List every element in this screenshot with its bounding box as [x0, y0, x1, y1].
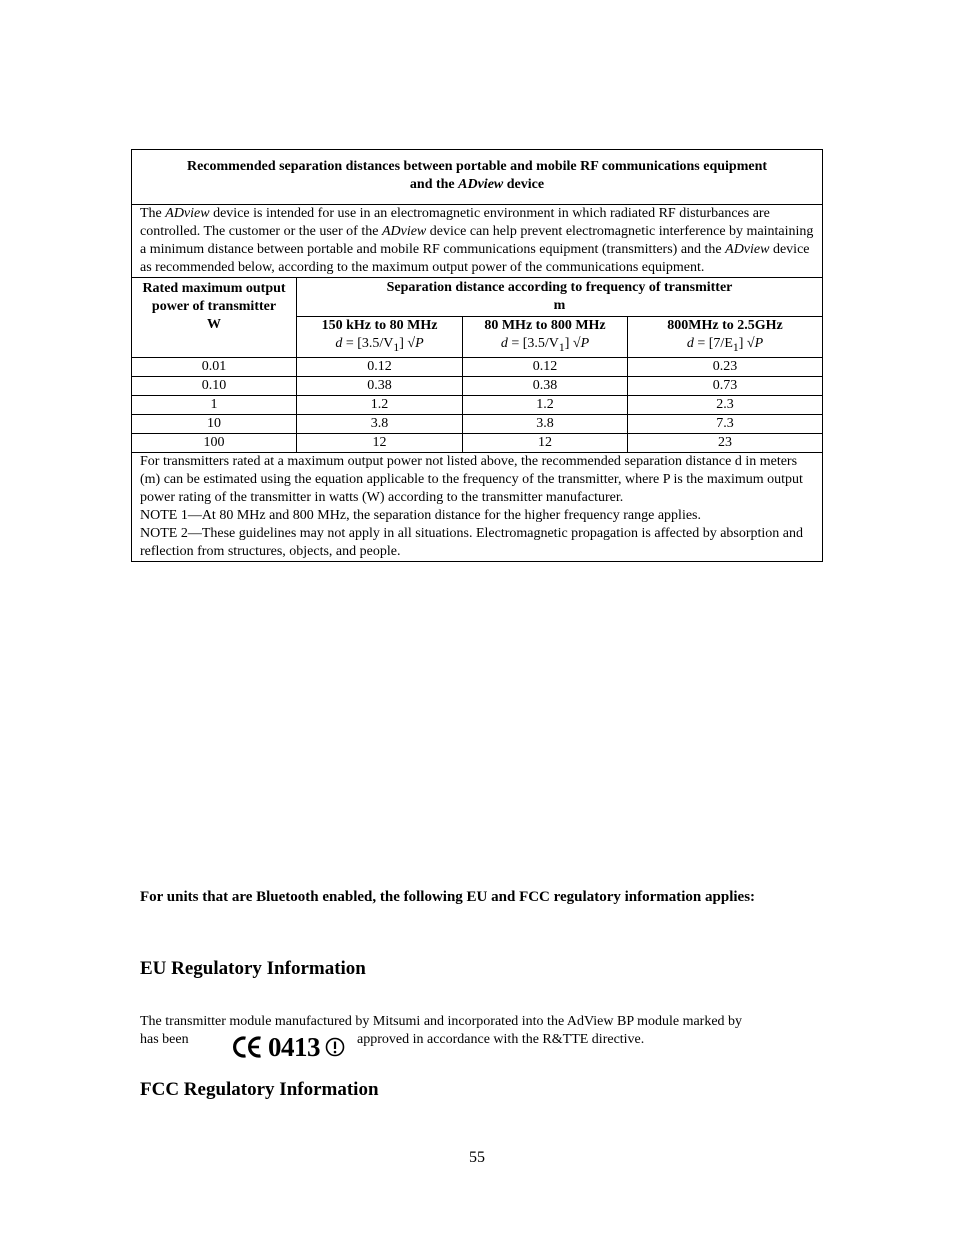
eu-text-post: approved in accordance with the R&TTE directive. [357, 1032, 645, 1047]
fcc-heading: FCC Regulatory Information [140, 1079, 379, 1100]
ce-mark [233, 1032, 346, 1062]
bluetooth-note: For units that are Bluetooth enabled, the following EU and FCC regulatory information applies: [140, 889, 756, 905]
column-header-800mhz: 800MHz to 2.5GHz $d = [7/E_1]$ √P [628, 317, 823, 358]
table-footer-notes: For transmitters rated at a maximum output power not listed above, the recommended separation distance d in meters (m) can be estimated using the equation applicable to the frequency of the transmitter, where P is the maximum output power rating of the transmitter in watts (W) according to the transmitter manufacturer. NOTE 1—At 80 MHz and 800 MHz, the separation distance for the higher frequency range applies. NOTE 2—These guidelines may not apply in all situations. Electromagnetic propagation is affected by absorption and reflection from structures, objects, and people. [132, 452, 823, 561]
separation-distance-table [131, 149, 823, 562]
notified-body-number: 0413 [268, 1032, 320, 1062]
separation-distance-header: Separation distance according to frequency of transmitter m [297, 278, 823, 317]
eu-text-pre: has been [140, 1032, 189, 1047]
eu-heading: EU Regulatory Information [140, 958, 366, 979]
table-row: 1 1.2 1.2 2.3 [132, 395, 823, 414]
alert-circle-icon [324, 1036, 346, 1058]
table-title: Recommended separation distances between portable and mobile RF communications equipment and the ADview device [132, 150, 823, 205]
rated-power-header: Rated maximum output power of transmitter W [132, 278, 297, 358]
table-row: 0.01 0.12 0.12 0.23 [132, 357, 823, 376]
table-intro: The ADview device is intended for use in an electromagnetic environment in which radiated RF disturbances are controlled. The customer or the user of the ADview device can help prevent electromagnetic interference by maintaining a minimum distance between portable and mobile RF communications equipment (transmitters) and the ADview device as recommended below, according to the maximum output power of the communications equipment. [132, 205, 823, 278]
column-header-150khz: 150 kHz to 80 MHz $d = [3.5/V_1]$ √P [297, 317, 463, 358]
eu-text-line1: The transmitter module manufactured by Mitsumi and incorporated into the AdView BP module marked by [140, 1014, 743, 1029]
page-number: 55 [469, 1149, 485, 1166]
ce-logo-icon [233, 1035, 263, 1059]
table-row: 10 3.8 3.8 7.3 [132, 414, 823, 433]
column-header-80mhz: 80 MHz to 800 MHz $d = [3.5/V_1]$ √P [463, 317, 628, 358]
table-row: 0.10 0.38 0.38 0.73 [132, 376, 823, 395]
table-row: 100 12 12 23 [132, 433, 823, 452]
